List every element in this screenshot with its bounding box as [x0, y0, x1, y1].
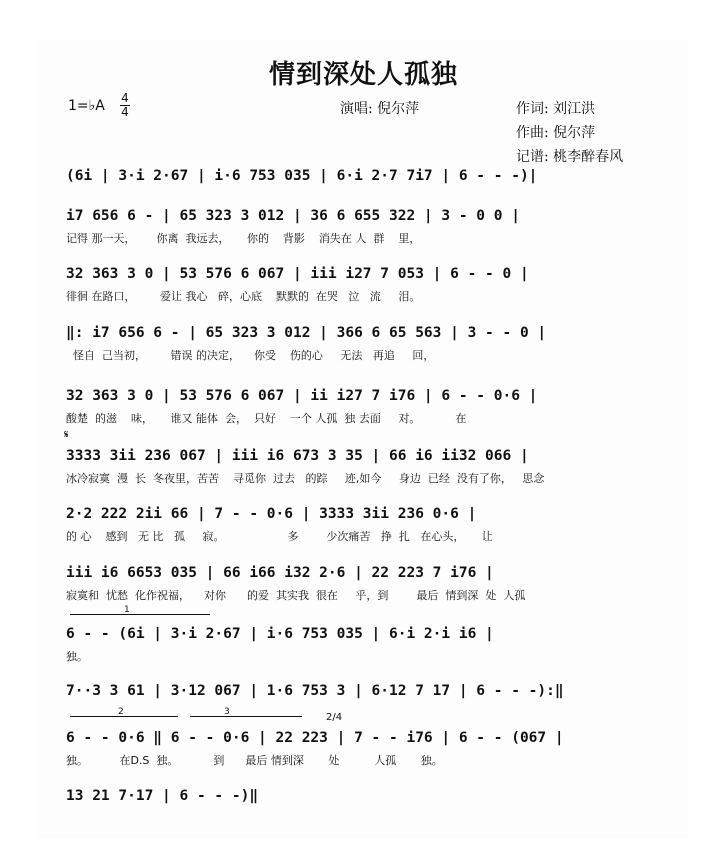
- meter-top: 4: [121, 91, 129, 105]
- lyricist-credit: 作词: 刘江洪: [516, 101, 596, 117]
- composer-credit: 作曲: 倪尔萍: [516, 125, 596, 141]
- lyric-row: 徘徊 在路口， 爱让 我心 碎，心底 默默的 在哭 泣 流 泪。: [66, 290, 421, 303]
- note-row: 13 21 7·17 | 6 - - -)‖: [66, 788, 259, 804]
- lyric-row: 寂寞和 忧愁 化作祝福， 对你 的爱 其实我 很在 乎，到 最后 情到深 处 人孤: [66, 589, 526, 602]
- note-row: 7··3 3 61 | 3·12 067 | 1·6 753 3 | 6·12 7 17 | 6 - - -):‖: [66, 683, 564, 699]
- singer-credit: 演唱: 倪尔萍: [340, 101, 420, 117]
- volta-number: 3: [224, 707, 230, 717]
- note-row: 2·2 222 2ii 66 | 7 - - 0·6 | 3333 3ii 236 0·6 |: [66, 506, 477, 522]
- lyric-row: 酸楚 的滋 味， 谁又 能体 会， 只好 一个 人孤 独 去面 对。 在: [66, 412, 467, 425]
- volta-bracket-3: [190, 707, 302, 717]
- lyric-row: 冰冷寂寞 漫 长 冬夜里，苦苦 寻觅你 过去 的踪 迹,如今 身边 已经 没有了你， 思念: [66, 472, 545, 485]
- key-signature: 1=♭A: [68, 98, 105, 114]
- note-row: iii i6 6653 035 | 66 i66 i32 2·6 | 22 223 7 i76 |: [66, 565, 494, 581]
- note-row: (6i | 3·i 2·67 | i·6 753 035 | 6·i 2·7 7i7 | 6 - - -)|: [66, 168, 538, 184]
- volta-bracket-1: [70, 605, 210, 615]
- note-row: 32 363 3 0 | 53 576 6 067 | iii i27 7 053 | 6 - - 0 |: [66, 266, 529, 282]
- note-row: ‖: i7 656 6 - | 65 323 3 012 | 366 6 65 563 | 3 - - 0 |: [66, 325, 547, 341]
- volta-bracket-2: [70, 707, 178, 717]
- time-signature: [120, 92, 130, 119]
- song-title: 情到深处人孤独: [268, 60, 458, 90]
- meter-change-mark: 2/4: [326, 712, 343, 723]
- note-row: 32 363 3 0 | 53 576 6 067 | ii i27 7 i76 | 6 - - 0·6 |: [66, 388, 538, 404]
- lyric-row: 怪自 己当初， 错误 的决定， 你受 伤的心 无法 再追 回，: [66, 349, 435, 362]
- note-row: 3333 3ii 236 067 | iii i6 673 3 35 | 66 i6 ii32 066 |: [66, 448, 529, 464]
- note-row: i7 656 6 - | 65 323 3 012 | 36 6 655 322 | 3 - 0 0 |: [66, 208, 520, 224]
- note-row: 6 - - (6i | 3·i 2·67 | i·6 753 035 | 6·i 2·i i6 |: [66, 626, 494, 642]
- meter-bottom: 4: [121, 105, 129, 119]
- volta-number: 2: [118, 707, 124, 717]
- transcriber-credit: 记谱: 桃李醉春风: [516, 149, 624, 165]
- lyric-row: 独。 在D.S 独。 到 最后 情到深 处 人孤 独。: [66, 754, 443, 767]
- lyric-row: 的 心 感到 无 比 孤 寂。 多 少次痛苦 挣 扎 在心头， 让: [66, 530, 493, 543]
- segno-mark: 𝄋: [64, 428, 69, 441]
- volta-number: 1: [124, 605, 130, 615]
- lyric-row: 记得 那一天， 你离 我远去， 你的 背影 消失在 人 群 里，: [66, 232, 421, 245]
- lyric-row: 独。: [66, 650, 88, 663]
- note-row: 6 - - 0·6 ‖ 6 - - 0·6 | 22 223 | 7 - - i76 | 6 - - (067 |: [66, 730, 564, 746]
